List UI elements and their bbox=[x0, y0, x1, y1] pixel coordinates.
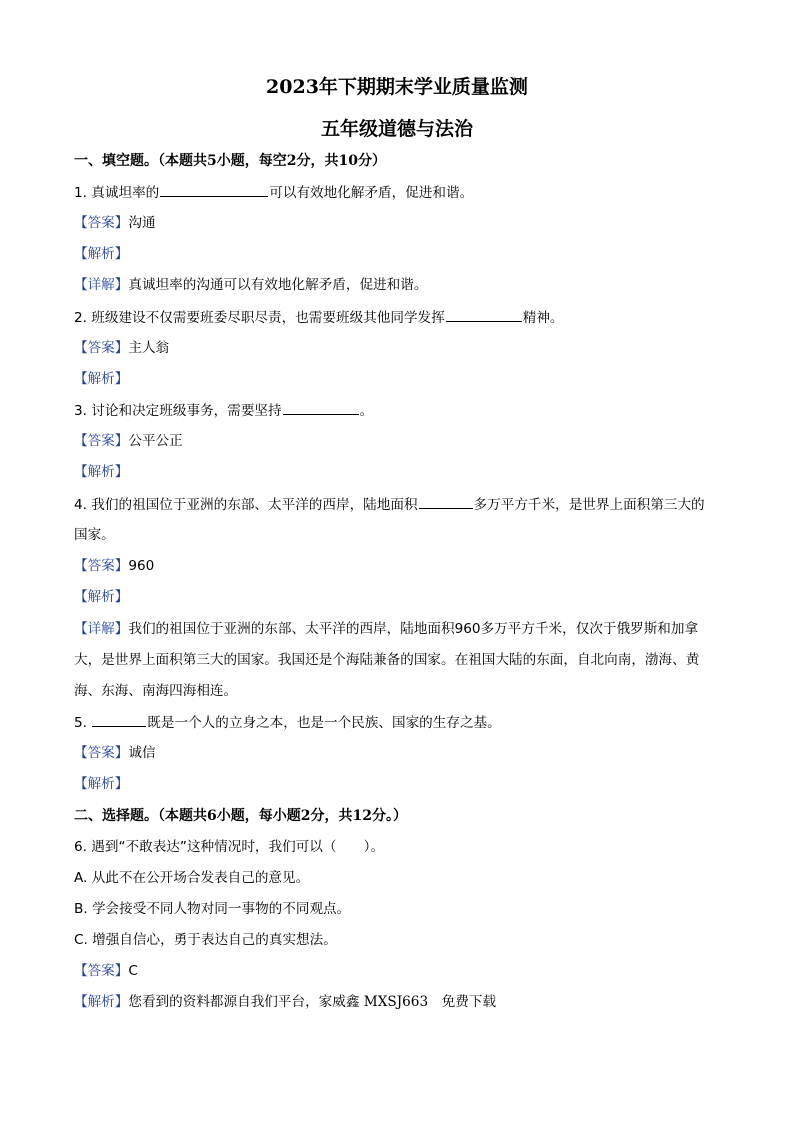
page-title: 2023年下期期末学业质量监测 bbox=[266, 76, 528, 98]
option-a: A. 从此不在公开场合发表自己的意见。 bbox=[74, 870, 310, 886]
section-2-heading: 二、选择题。（本题共6小题，每小题2分，共12分。） bbox=[74, 808, 407, 824]
analysis-tag: 【解析】 bbox=[74, 589, 129, 605]
analysis-3 bbox=[74, 462, 734, 482]
answer-tag: 【答案】 bbox=[74, 558, 129, 574]
answer-blank bbox=[92, 712, 146, 727]
option-c: C. 增强自信心，勇于表达自己的真实想法。 bbox=[74, 932, 337, 948]
answer-4: 【答案】960 bbox=[74, 558, 155, 574]
question-5: 5. 既是一个人的立身之本，也是一个民族、国家的生存之基。 bbox=[74, 712, 734, 733]
detail-tag: 【详解】 bbox=[74, 277, 129, 293]
detail-4-line-3: 海、东海、南海四海相连。 bbox=[74, 683, 238, 699]
analysis-6: 【解析】您看到的资料都源自我们平台，家威鑫 MXSJ663 免费下载 bbox=[74, 994, 497, 1010]
analysis-5 bbox=[74, 774, 734, 794]
answer-tag: 【答案】 bbox=[74, 745, 129, 761]
answer-tag: 【答案】 bbox=[74, 215, 129, 231]
question-1: 1. 真诚坦率的 可以有效地化解矛盾，促进和谐。 bbox=[74, 182, 734, 203]
answer-5: 【答案】诚信 bbox=[74, 745, 156, 761]
analysis-tag: 【解析】 bbox=[74, 464, 129, 480]
detail-4: 【详解】我们的祖国位于亚洲的东部、太平洋的西岸，陆地面积960多万平方千米，仅次于俄罗斯和加拿 bbox=[74, 621, 699, 637]
answer-tag: 【答案】 bbox=[74, 433, 129, 449]
answer-blank bbox=[160, 182, 268, 197]
analysis-2 bbox=[74, 369, 734, 389]
answer-1: 【答案】沟通 bbox=[74, 215, 156, 231]
analysis-tag: 【解析】 bbox=[74, 776, 129, 792]
question-2: 2. 班级建设不仅需要班委尽职尽责，也需要班级其他同学发挥 精神。 bbox=[74, 307, 734, 328]
detail-4-line-2: 大，是世界上面积第三大的国家。我国还是个海陆兼备的国家。在祖国大陆的东面，自北向南，渤海、黄 bbox=[74, 652, 700, 668]
answer-2: 【答案】主人翁 bbox=[74, 340, 170, 356]
question-4-cont: 国家。 bbox=[74, 527, 115, 543]
section-1-heading: 一、填空题。（本题共5小题，每空2分，共10分） bbox=[74, 153, 386, 169]
answer-6: 【答案】C bbox=[74, 963, 138, 979]
question-3: 3. 讨论和决定班级事务，需要坚持 。 bbox=[74, 400, 734, 421]
answer-tag: 【答案】 bbox=[74, 340, 129, 356]
page-subtitle: 五年级道德与法治 bbox=[320, 118, 473, 140]
answer-3: 【答案】公平公正 bbox=[74, 433, 183, 449]
answer-tag: 【答案】 bbox=[74, 963, 129, 979]
answer-blank bbox=[446, 307, 522, 322]
analysis-1 bbox=[74, 244, 734, 264]
analysis-4 bbox=[74, 587, 734, 607]
detail-1: 【详解】真诚坦率的沟通可以有效地化解矛盾，促进和谐。 bbox=[74, 277, 428, 293]
answer-blank bbox=[419, 494, 473, 509]
analysis-tag: 【解析】 bbox=[74, 371, 129, 387]
question-6: 6. 遇到“不敢表达”这种情况时，我们可以（ ）。 bbox=[74, 839, 385, 855]
analysis-tag: 【解析】 bbox=[74, 994, 129, 1010]
question-4: 4. 我们的祖国位于亚洲的东部、太平洋的西岸，陆地面积 多万平方千米，是世界上面积第三大的 bbox=[74, 494, 734, 515]
analysis-tag: 【解析】 bbox=[74, 246, 129, 262]
answer-blank bbox=[283, 400, 359, 415]
option-b: B. 学会接受不同人物对同一事物的不同观点。 bbox=[74, 901, 351, 917]
detail-tag: 【详解】 bbox=[74, 621, 129, 637]
